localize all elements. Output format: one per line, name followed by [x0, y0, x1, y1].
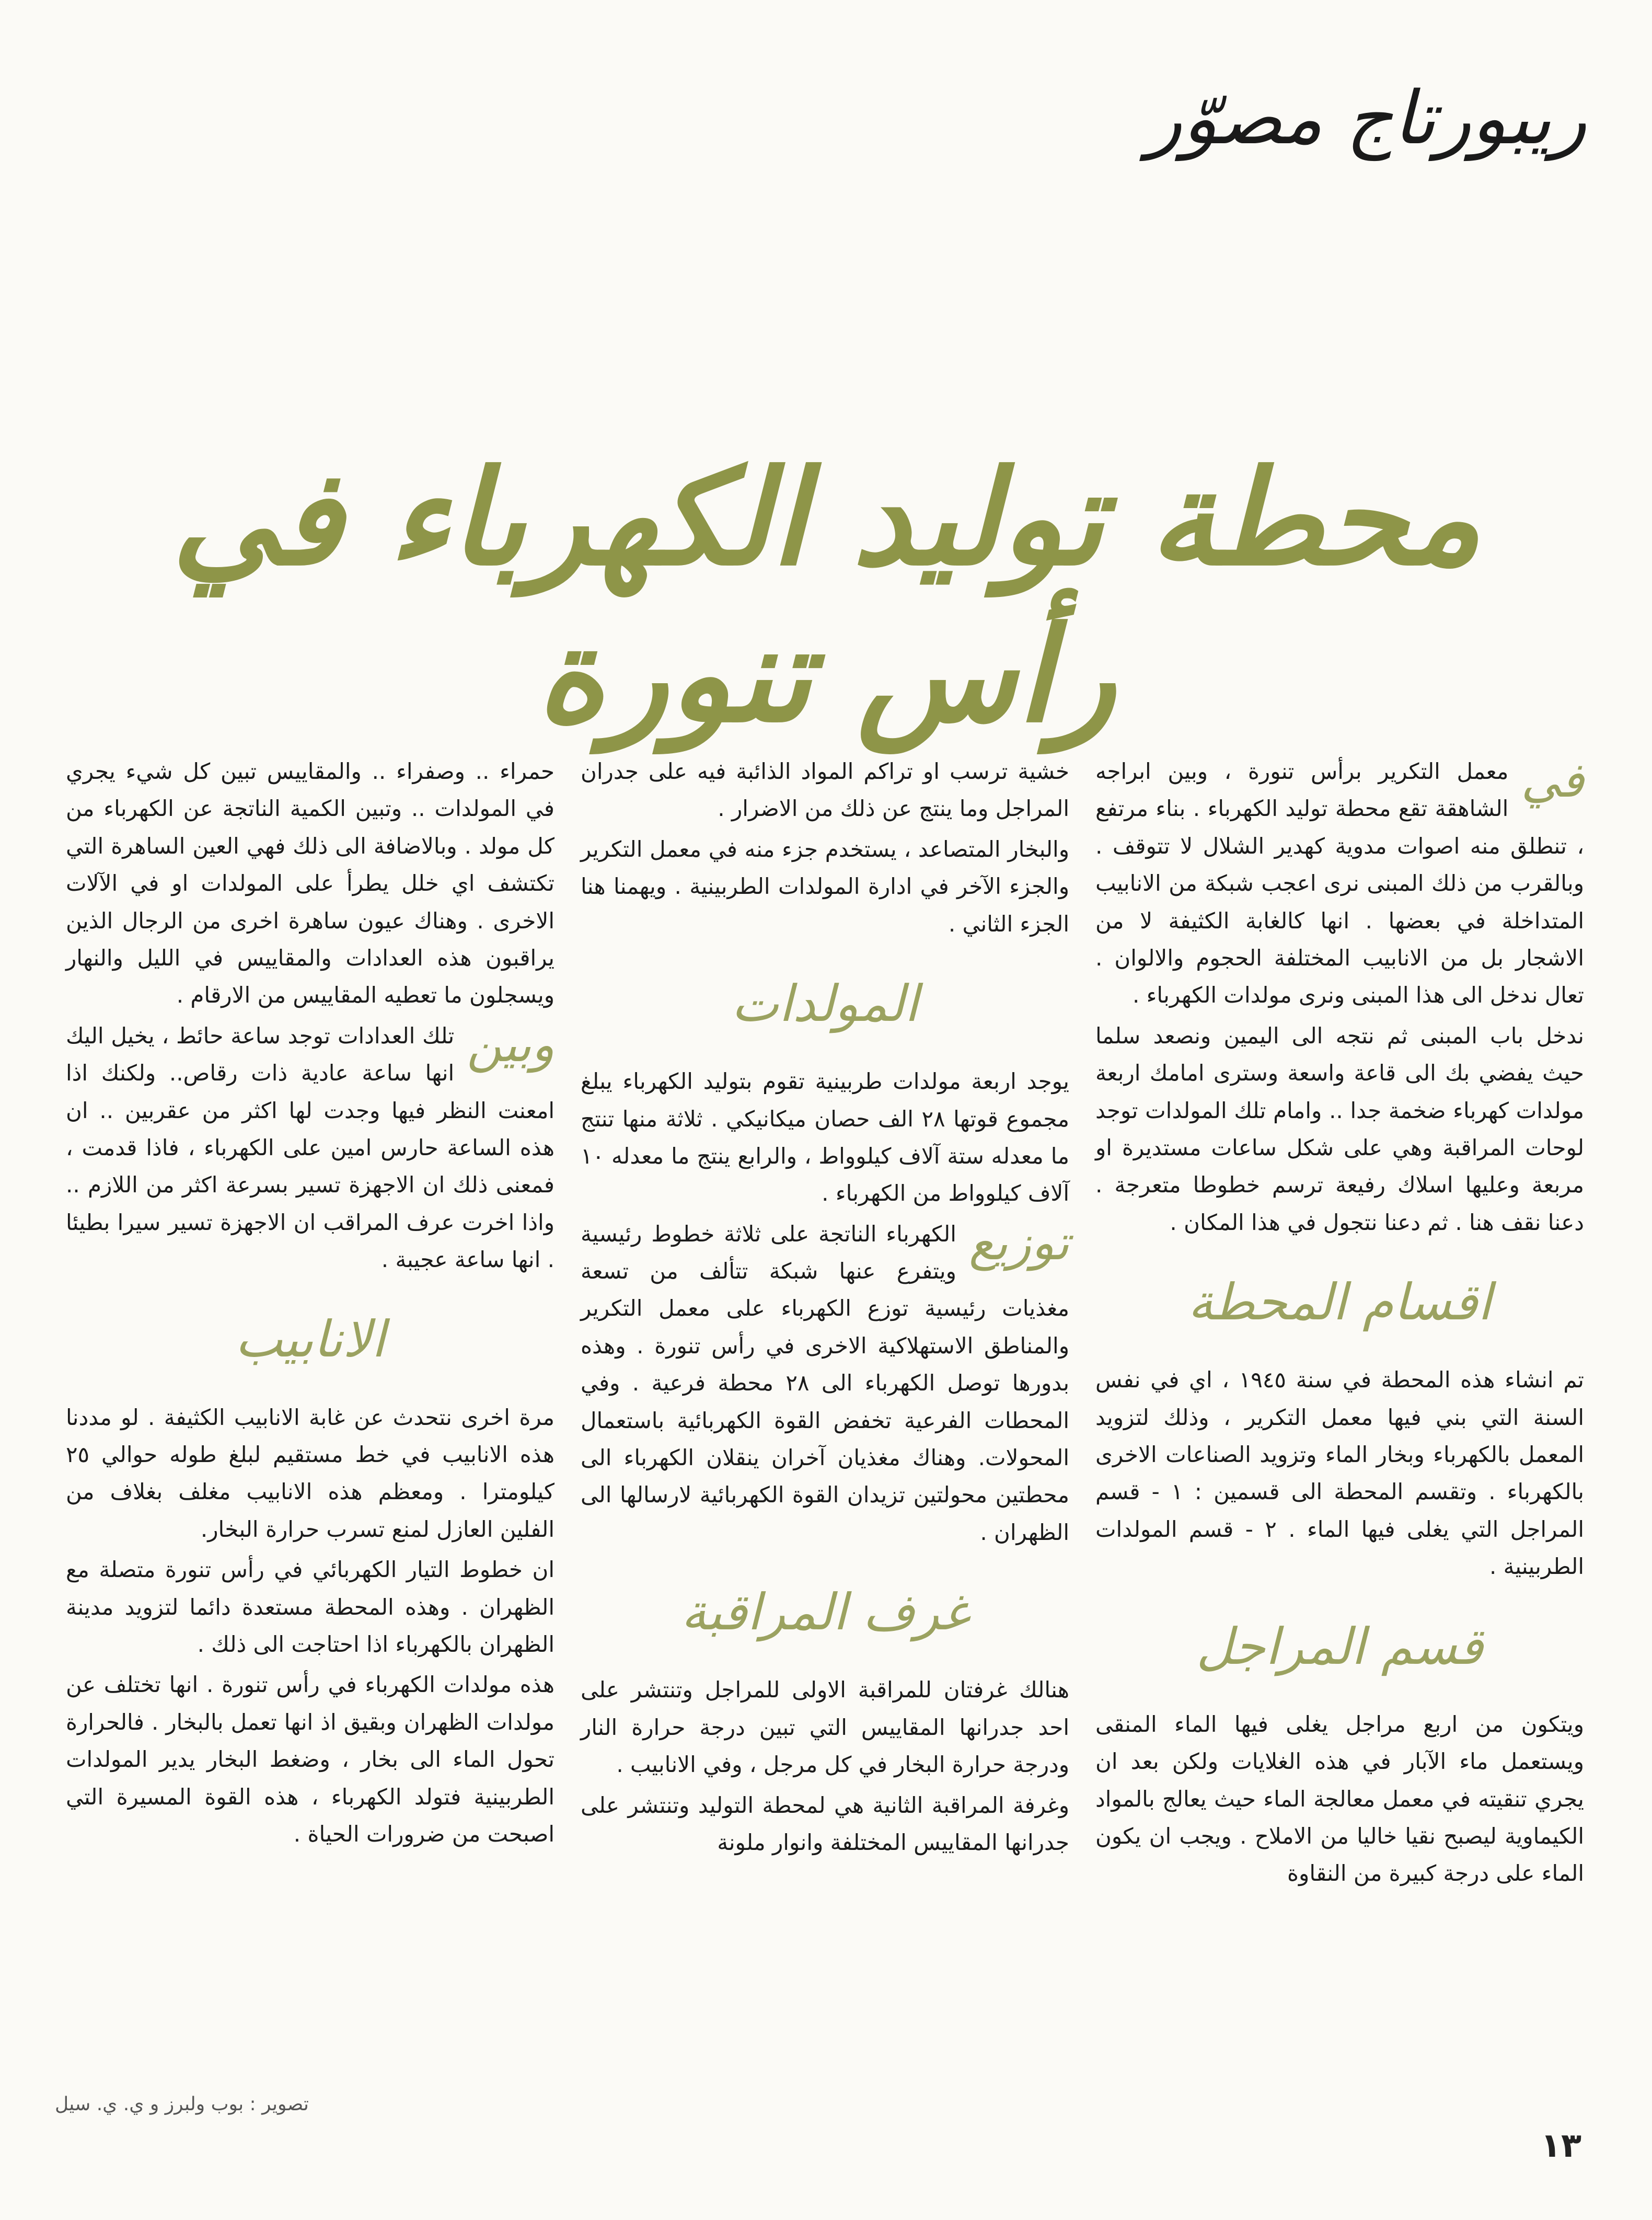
column-1 [1095, 753, 1584, 1895]
photo-credit: تصوير : بوب ولبرز و ي. ي. سيل [55, 2094, 309, 2115]
column-2 [581, 753, 1069, 1864]
paragraph: هنالك غرفتان للمراقبة الاولى للمراجل وتنتشر على احد جدرانها المقاييس التي تبين درجة حرارة النار ودرجة حرارة البخار في كل مرجل ، وفي الانابيب . [581, 1677, 1069, 1778]
paragraph: يوجد اربعة مولدات طربينية تقوم بتوليد الكهرباء يبلغ مجموع قوتها ٢٨ الف حصان ميكانيكي . ثلاثة منها تنتج ما معدله ستة آلاف كيلوواط ، والرابع ينتج ما معدله ١٠ آلاف كيلوواط من الكهرباء . [581, 1068, 1069, 1206]
paragraph: مرة اخرى نتحدث عن غابة الانابيب الكثيفة . لو مددنا هذه الانابيب في خط مستقيم لبلغ طوله حوالي ٢٥ كيلومترا . ومعظم هذه الانابيب مغلف بغلاف من الفلين العازل لمنع تسرب حرارة البخار. [66, 1404, 554, 1542]
article-title: محطة توليد الكهرباء في رأس تنورة [171, 441, 1481, 751]
side-word: توزيع [968, 1214, 1069, 1271]
paragraph: تلك العدادات توجد ساعة حائط ، يخيل اليك انها ساعة عادية ذات رقاص.. ولكنك اذا امعنت النظر فيها وجدت لها اكثر من عقربين .. ان هذه الساعة حارس امين على الكهرباء ، فاذا قدمت ، فمعنى ذلك ان الاجهزة تسير بسرعة اكثر من اللازم .. واذا اخرت عرف المراقب ان الاجهزة تسير سيرا بطيئا . انها ساعة عجيبة . [66, 1022, 554, 1273]
paragraph: ويتكون من اربع مراجل يغلى فيها الماء المنقى ويستعمل ماء الآبار في هذه الغلايات ولكن بعد ان يجري تنقيته في معمل معالجة الماء حيث يعالج بالمواد الكيماوية ليصبح نقيا خاليا من الاملاح . ويجب ان يكون الماء على درجة كبيرة من النقاوة [1095, 1711, 1584, 1887]
subheading: المولدات [731, 974, 919, 1033]
paragraph: معمل التكرير برأس تنورة ، وبين ابراجه الشاهقة تقع محطة توليد الكهرباء . بناء مرتفع ، تنطلق منه اصوات مدوية كهدير الشلال لا تتوقف . وبالقرب من ذلك المبنى نرى اعجب شبكة من الانابيب المتداخلة في بعضها . انها كالغابة الكثيفة لا من الاشجار بل من الانابيب المختلفة الحجوم والالوان . تعال ندخل الى هذا المبنى ونرى مولدات الكهرباء . [1095, 758, 1584, 1008]
subheading: الانابيب [235, 1310, 386, 1369]
subheading: قسم المراجل [1196, 1617, 1484, 1676]
section-label: ريبورتاج مصوّر [1147, 76, 1587, 161]
paragraph: حمراء .. وصفراء .. والمقاييس تبين كل شيء يجري في المولدات .. وتبين الكمية الناتجة عن الكهرباء من كل مولد . وبالاضافة الى ذلك فهي العين الساهرة التي تكتشف اي خلل يطرأ على المولدات او في الآلات الاخرى . وهناك عيون ساهرة اخرى من الرجال الذين يراقبون هذه العدادات والمقاييس في الليل والنهار ويسجلون ما تعطيه المقاييس من الارقام . [66, 758, 554, 1008]
paragraph: والبخار المتصاعد ، يستخدم جزء منه في معمل التكرير والجزء الآخر في ادارة المولدات الطربينية . ويهمنا هنا الجزء الثاني . [581, 836, 1069, 937]
subheading: اقسام المحطة [1187, 1273, 1492, 1332]
paragraph: ان خطوط التيار الكهربائي في رأس تنورة متصلة مع الظهران . وهذه المحطة مستعدة دائما لتزويد مدينة الظهران بالكهرباء اذا احتاجت الى ذلك . [66, 1557, 554, 1657]
paragraph: خشية ترسب او تراكم المواد الذائبة فيه على جدران المراجل وما ينتج عن ذلك من الاضرار . [581, 758, 1069, 822]
paragraph: وغرفة المراقبة الثانية هي لمحطة التوليد وتنتشر على جدرانها المقاييس المختلفة وانوار ملونة [581, 1792, 1069, 1855]
page-number: ١٣ [1540, 2126, 1581, 2165]
paragraph: ندخل باب المبنى ثم نتجه الى اليمين ونصعد سلما حيث يفضي بك الى قاعة واسعة وسترى امامك اربعة مولدات كهرباء ضخمة جدا .. وامام تلك المولدات توجد لوحات المراقبة وهي على شكل ساعات مستديرة او مربعة وعليها اسلاك رفيعة ترسم خطوطا متعرجة . دعنا نقف هنا . ثم دعنا نتجول في هذا المكان . [1095, 1022, 1584, 1235]
paragraph: تم انشاء هذه المحطة في سنة ١٩٤٥ ، اي في نفس السنة التي بني فيها معمل التكرير ، وذلك لتزويد المعمل بالكهرباء وبخار الماء وتزويد الصناعات الاخرى بالكهرباء . وتقسم المحطة الى قسمين : ١ - قسم المراجل التي يغلى فيها الماء . ٢ - قسم المولدات الطربينية . [1095, 1367, 1585, 1580]
drop-word: في [1521, 752, 1584, 808]
subheading: غرف المراقبة [681, 1583, 969, 1642]
column-3 [66, 753, 554, 1856]
side-word: وبين [467, 1016, 554, 1073]
paragraph: الكهرباء الناتجة على ثلاثة خطوط رئيسية ويتفرع عنها شبكة تتألف من تسعة مغذيات رئيسية توزع الكهرباء على معمل التكرير والمناطق الاستهلاكية الاخرى في رأس تنورة . وهذه بدورها توصل الكهرباء الى ٢٨ محطة فرعية . وفي المحطات الفرعية تخفض القوة الكهربائية باستعمال المحولات. وهناك مغذيان آخران ينقلان الكهرباء الى محطتين محولتين تزيدان القوة الكهربائية لارسالها الى الظهران . [581, 1221, 1070, 1545]
paragraph: هذه مولدات الكهرباء في رأس تنورة . انها تختلف عن مولدات الظهران وبقيق اذ انها تعمل بالبخار . فالحرارة تحول الماء الى بخار ، وضغط البخار يدير المولدات الطربينية فتولد الكهرباء ، هذه القوة المسيرة التي اصبحت من ضرورات الحياة . [66, 1672, 554, 1847]
